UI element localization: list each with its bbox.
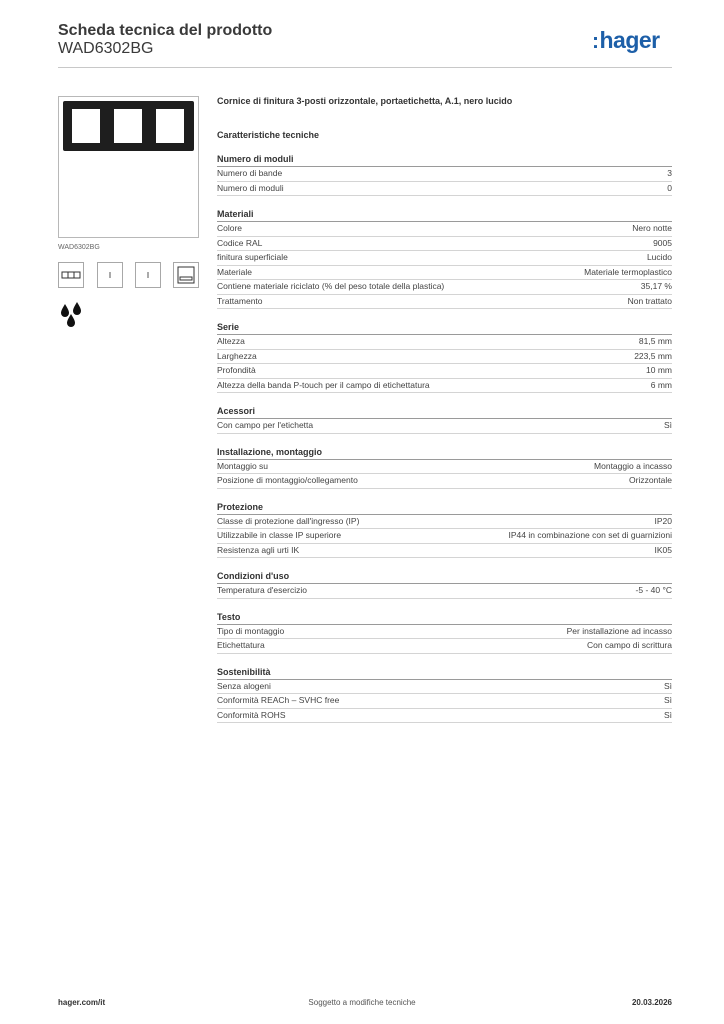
spec-value: Nero notte xyxy=(632,223,672,233)
spec-section xyxy=(217,321,672,393)
spec-value: Sì xyxy=(663,695,672,705)
spec-sheet xyxy=(217,95,672,723)
spec-label: Utilizzabile in classe IP superiore xyxy=(217,530,342,540)
spec-value: 81,5 mm xyxy=(638,336,672,346)
logo-text: hager xyxy=(599,27,660,53)
hager-logo: :hager xyxy=(592,27,660,53)
spec-value: IP20 xyxy=(654,515,672,526)
spec-row xyxy=(217,266,672,281)
spec-label: Colore xyxy=(217,223,243,233)
spec-row xyxy=(217,364,672,379)
frame-window xyxy=(156,109,184,143)
label-holder-icon xyxy=(173,262,199,288)
section-title: Testo xyxy=(217,611,672,625)
spec-value: Per installazione ad incasso xyxy=(566,625,672,636)
spec-row xyxy=(217,419,672,434)
product-image xyxy=(58,96,199,238)
spec-label: Classe di protezione dall'ingresso (IP) xyxy=(217,515,360,526)
spec-row xyxy=(217,379,672,394)
spec-row xyxy=(217,709,672,724)
spec-label: Materiale xyxy=(217,266,252,277)
spec-section xyxy=(217,570,672,599)
spec-row xyxy=(217,251,672,266)
spec-label: Altezza della banda P-touch per il campo di etichettatura xyxy=(217,379,430,390)
spec-value: 223,5 mm xyxy=(634,350,672,361)
spec-label: Temperatura d'esercizio xyxy=(217,585,307,595)
section-title: Materiali xyxy=(217,208,672,222)
spec-label: Contiene materiale riciclato (% del peso totale della plastica) xyxy=(217,281,445,291)
spec-value: Lucido xyxy=(646,252,672,262)
spec-row xyxy=(217,584,672,599)
spec-value: Montaggio a incasso xyxy=(594,460,672,471)
spec-label: Conformità ROHS xyxy=(217,709,286,720)
spec-label: Resistenza agli urti IK xyxy=(217,544,300,555)
section-title: Acessori xyxy=(217,405,672,419)
spec-row xyxy=(217,639,672,654)
page-title: Scheda tecnica del prodotto xyxy=(58,22,273,39)
spec-row xyxy=(217,222,672,237)
spec-section xyxy=(217,666,672,724)
frame-illustration xyxy=(63,101,194,151)
spec-label: Etichettatura xyxy=(217,640,265,650)
spec-value: Sì xyxy=(663,420,672,430)
image-caption: WAD6302BG xyxy=(58,244,100,251)
spec-section xyxy=(217,611,672,654)
spec-label: Trattamento xyxy=(217,295,263,306)
spec-row xyxy=(217,694,672,709)
spec-value: 3 xyxy=(667,168,672,178)
spec-value: 9005 xyxy=(653,237,672,248)
spec-value: 0 xyxy=(667,182,672,193)
spec-value: Sì xyxy=(663,709,672,720)
spec-label: finitura superficiale xyxy=(217,252,288,262)
spec-row xyxy=(217,295,672,310)
section-title: Installazione, montaggio xyxy=(217,446,672,460)
footer-website: hager.com/it xyxy=(58,998,106,1007)
spec-label: Senza alogeni xyxy=(217,680,271,691)
spec-value: 35,17 % xyxy=(640,281,672,291)
spec-section xyxy=(217,153,672,196)
footer-note: Soggetto a modifiche tecniche xyxy=(308,998,416,1007)
spec-row xyxy=(217,182,672,197)
spec-label: Numero di bande xyxy=(217,168,283,178)
spec-value: IP44 in combinazione con set di guarnizioni xyxy=(508,530,672,540)
spec-row xyxy=(217,544,672,559)
footer-date: 20.03.2026 xyxy=(631,998,672,1007)
product-description: Cornice di finitura 3-posti orizzontale, portaetichetta, A.1, nero lucido xyxy=(217,96,513,106)
section-title: Protezione xyxy=(217,501,672,515)
spec-label: Altezza xyxy=(217,336,245,346)
spec-label: Numero di moduli xyxy=(217,182,284,193)
section-title: Condizioni d'uso xyxy=(217,570,672,584)
product-code: WAD6302BG xyxy=(58,40,154,57)
spec-row xyxy=(217,515,672,530)
spec-value: 10 mm xyxy=(646,365,672,375)
spec-label: Codice RAL xyxy=(217,237,263,248)
spec-row xyxy=(217,237,672,252)
spec-value: Con campo di scrittura xyxy=(586,640,672,650)
spec-section xyxy=(217,208,672,309)
triple-module-icon xyxy=(58,262,84,288)
spec-row xyxy=(217,474,672,489)
spec-value: -5 - 40 °C xyxy=(635,585,672,595)
characteristics-title: Caratteristiche tecniche xyxy=(217,130,320,140)
spec-value: IK05 xyxy=(654,544,672,555)
header-divider xyxy=(58,67,672,68)
spec-label: Conformità REACh – SVHC free xyxy=(217,695,340,705)
spec-row xyxy=(217,529,672,544)
spec-row xyxy=(217,460,672,475)
section-title: Numero di moduli xyxy=(217,153,672,167)
spec-label: Montaggio su xyxy=(217,460,269,471)
water-drops-icon xyxy=(58,300,84,328)
spec-value: Non trattato xyxy=(627,295,672,306)
section-title: Serie xyxy=(217,321,672,335)
single-line-icon xyxy=(97,262,123,288)
spec-section xyxy=(217,446,672,489)
spec-value: 6 mm xyxy=(650,379,672,390)
spec-label: Con campo per l'etichetta xyxy=(217,420,314,430)
spec-label: Larghezza xyxy=(217,350,257,361)
frame-window xyxy=(114,109,142,143)
single-line-icon xyxy=(135,262,161,288)
spec-label: Posizione di montaggio/collegamento xyxy=(217,475,358,485)
spec-label: Tipo di montaggio xyxy=(217,625,285,636)
frame-window xyxy=(72,109,100,143)
spec-row xyxy=(217,680,672,695)
spec-row xyxy=(217,280,672,295)
spec-section xyxy=(217,501,672,559)
spec-row xyxy=(217,167,672,182)
spec-value: Sì xyxy=(663,680,672,691)
spec-value: Orizzontale xyxy=(629,475,672,485)
spec-sections xyxy=(217,153,672,723)
spec-section xyxy=(217,405,672,434)
spec-row xyxy=(217,625,672,640)
spec-value: Materiale termoplastico xyxy=(584,266,672,277)
spec-row xyxy=(217,350,672,365)
section-title: Sostenibilità xyxy=(217,666,672,680)
spec-label: Profondità xyxy=(217,365,256,375)
spec-row xyxy=(217,335,672,350)
